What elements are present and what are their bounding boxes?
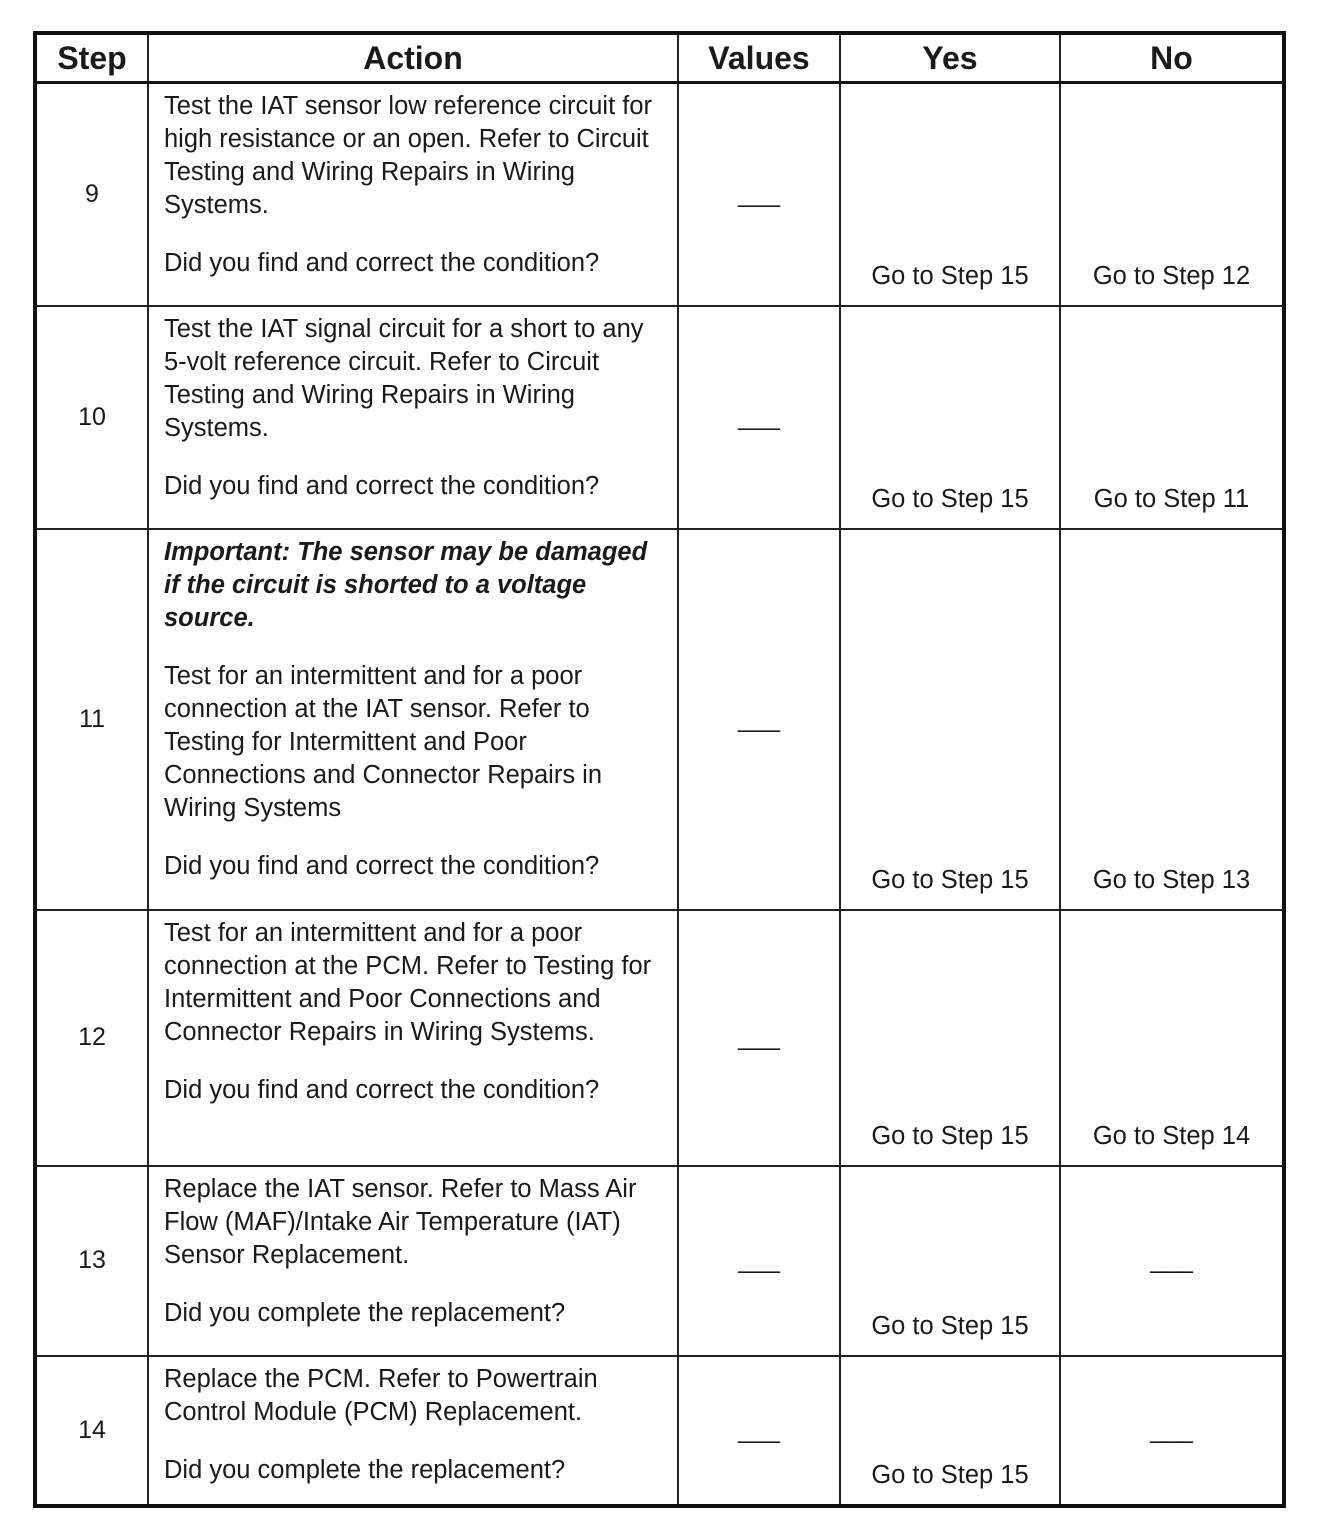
action-question: Did you find and correct the condition?	[164, 249, 600, 277]
table-row	[35, 529, 1284, 910]
step-number: 13	[35, 1166, 148, 1356]
yes-cell: Go to Step 15	[840, 1166, 1060, 1356]
action-question: Did you find and correct the condition?	[164, 1075, 600, 1104]
header-yes: Yes	[840, 33, 1060, 83]
action-cell	[148, 83, 678, 306]
action-instruction: Replace the IAT sensor. Refer to Mass Air Flow (MAF)/Intake Air Temperature (IAT) Sensor Replacement.	[164, 1174, 637, 1269]
diagnostic-steps-table	[33, 31, 1286, 1508]
important-note: Important: The sensor may be damaged if the circuit is shorted to a voltage source.	[164, 537, 648, 632]
action-cell	[148, 910, 678, 1166]
no-cell: Go to Step 12	[1060, 83, 1284, 306]
no-cell: ___	[1060, 1166, 1284, 1356]
table-row	[35, 1356, 1284, 1506]
header-no: No	[1060, 33, 1284, 83]
table-header-row	[35, 33, 1284, 83]
step-number: 11	[35, 529, 148, 910]
action-cell	[148, 1356, 678, 1506]
action-cell	[148, 1166, 678, 1356]
no-cell: Go to Step 14	[1060, 910, 1284, 1166]
values-cell: ___	[678, 83, 840, 306]
step-number: 14	[35, 1356, 148, 1506]
yes-cell: Go to Step 15	[840, 910, 1060, 1166]
table-row	[35, 83, 1284, 306]
action-cell	[148, 306, 678, 529]
no-cell: ___	[1060, 1356, 1284, 1506]
diagnostic-table-container	[33, 31, 1282, 1508]
values-cell: ___	[678, 529, 840, 910]
action-cell	[148, 529, 678, 910]
action-instruction: Replace the PCM. Refer to Powertrain Control Module (PCM) Replacement.	[164, 1364, 598, 1426]
step-number: 12	[35, 910, 148, 1166]
action-question: Did you find and correct the condition?	[164, 471, 600, 500]
table-row	[35, 306, 1284, 529]
header-action: Action	[148, 33, 678, 83]
yes-cell: Go to Step 15	[840, 83, 1060, 306]
yes-cell: Go to Step 15	[840, 529, 1060, 910]
table-row	[35, 1166, 1284, 1356]
table-row	[35, 910, 1284, 1166]
no-cell: Go to Step 13	[1060, 529, 1284, 910]
header-step: Step	[35, 33, 148, 83]
yes-cell: Go to Step 15	[840, 306, 1060, 529]
values-cell: ___	[678, 1356, 840, 1506]
action-question: Did you complete the replacement?	[164, 1298, 566, 1327]
no-cell: Go to Step 11	[1060, 306, 1284, 529]
yes-cell: Go to Step 15	[840, 1356, 1060, 1506]
action-instruction: Test the IAT sensor low reference circuit for high resistance or an open. Refer to Circuit Testing and Wiring Repairs in Wiring Systems.	[164, 92, 652, 219]
action-question: Did you complete the replacement?	[164, 1455, 566, 1484]
step-number: 9	[35, 83, 148, 306]
action-instruction: Test for an intermittent and for a poor connection at the IAT sensor. Refer to Testing for Intermittent and Poor Connections and Connector Repairs in Wiring Systems	[164, 661, 603, 822]
step-number: 10	[35, 306, 148, 529]
action-instruction: Test the IAT signal circuit for a short to any 5-volt reference circuit. Refer to Circuit Testing and Wiring Repairs in Wiring Systems.	[164, 314, 644, 442]
values-cell: ___	[678, 1166, 840, 1356]
values-cell: ___	[678, 306, 840, 529]
action-instruction: Test for an intermittent and for a poor connection at the PCM. Refer to Testing for Intermittent and Poor Connections and Connector Repairs in Wiring Systems.	[164, 918, 652, 1046]
values-cell: ___	[678, 910, 840, 1166]
header-values: Values	[678, 33, 840, 83]
action-question: Did you find and correct the condition?	[164, 851, 600, 880]
